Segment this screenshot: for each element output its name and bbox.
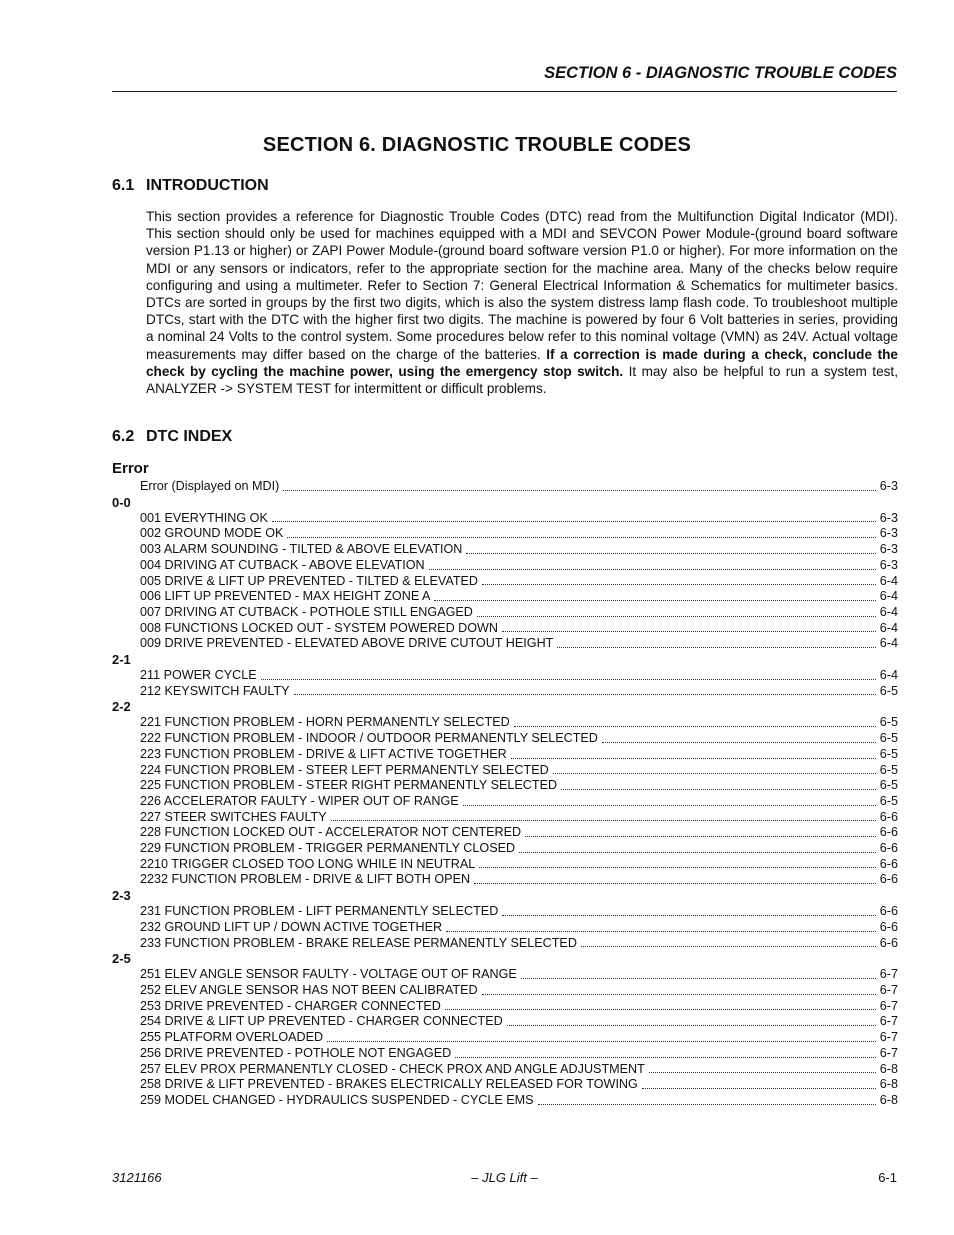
dtc-index-heading-text: DTC INDEX bbox=[146, 428, 233, 445]
dot-leader bbox=[283, 490, 876, 491]
dtc-entry-title: Error (Displayed on MDI) bbox=[140, 479, 280, 493]
dot-leader bbox=[511, 758, 876, 759]
dtc-entry-page: 6-3 bbox=[879, 526, 898, 541]
dtc-index-entry[interactable] bbox=[140, 684, 898, 700]
dtc-entry-title: 259 MODEL CHANGED - HYDRAULICS SUSPENDED - CYCLE EMS bbox=[140, 1092, 534, 1107]
dot-leader bbox=[519, 852, 876, 853]
dtc-entry-page: 6-3 bbox=[879, 542, 898, 557]
dtc-entry-title: 226 ACCELERATOR FAULTY - WIPER OUT OF RANGE bbox=[140, 793, 459, 808]
intro-heading-number: 6.1 bbox=[112, 177, 135, 194]
intro-text-1: This section provides a reference for Diagnostic Trouble Codes (DTC) read from the Multifunction Digital Indicator (MDI). This section should only be used for machines equipped with a MDI and SEVCON Power Module-(ground board software version P1.13 or higher) or ZAPI Power Module-(ground board software version P1.0 or higher). For more information on the MDI or any sensors or indicators, refer to the appropriate section for the machine area. Many of the checks below require configuring and using a multimeter. Refer to Section 7: General Electrical Information & Schematics for multimeter basics. DTCs are sorted in groups by the first two digits, which is also the system distress lamp flash code. To troubleshoot multiple DTCs, start with the DTC with the higher first two digits. The machine is powered by four 6 Volt batteries in series, providing a nominal 24 Volts to the control system. Some procedures below refer to this nominal voltage (VMN) as 24V. Actual voltage measurements may differ based on the charge of the batteries. bbox=[146, 209, 898, 362]
dtc-entry-title: 211 POWER CYCLE bbox=[140, 668, 257, 683]
dtc-entry-page: 6-4 bbox=[879, 620, 898, 635]
dtc-entry-page: 6-6 bbox=[879, 809, 898, 824]
dtc-entry-page: 6-7 bbox=[879, 967, 898, 982]
dtc-entry-title: 258 DRIVE & LIFT PREVENTED - BRAKES ELECTRICALLY RELEASED FOR TOWING bbox=[140, 1077, 638, 1092]
dot-leader bbox=[514, 726, 876, 727]
dtc-index-entry[interactable] bbox=[140, 747, 898, 763]
dtc-entry-title: 231 FUNCTION PROBLEM - LIFT PERMANENTLY SELECTED bbox=[140, 904, 499, 919]
dtc-entry-title: 009 DRIVE PREVENTED - ELEVATED ABOVE DRIVE CUTOUT HEIGHT bbox=[140, 636, 554, 651]
dot-leader bbox=[642, 1088, 876, 1089]
dtc-index-entry[interactable] bbox=[140, 621, 898, 637]
dot-leader bbox=[482, 584, 876, 585]
dtc-index-entry[interactable] bbox=[140, 810, 898, 826]
dtc-entry-page: 6-7 bbox=[879, 1014, 898, 1029]
dot-leader bbox=[445, 1009, 876, 1010]
dtc-index-entry[interactable] bbox=[140, 1014, 898, 1030]
dtc-entry-page: 6-4 bbox=[879, 589, 898, 604]
dot-leader bbox=[561, 789, 876, 790]
dtc-entry-title: 224 FUNCTION PROBLEM - STEER LEFT PERMANENTLY SELECTED bbox=[140, 762, 549, 777]
dot-leader bbox=[502, 915, 875, 916]
dot-leader bbox=[331, 820, 876, 821]
dtc-index-entry[interactable] bbox=[140, 841, 898, 857]
dtc-entry-page: 6-6 bbox=[879, 856, 898, 871]
dtc-entry-title: 229 FUNCTION PROBLEM - TRIGGER PERMANENTLY CLOSED bbox=[140, 841, 516, 856]
dot-leader bbox=[581, 946, 876, 947]
running-head: SECTION 6 - DIAGNOSTIC TROUBLE CODES bbox=[544, 64, 897, 82]
dtc-entry-page: 6-5 bbox=[879, 683, 898, 698]
dtc-group-title: 2-1 bbox=[112, 652, 131, 668]
intro-paragraph bbox=[146, 208, 898, 397]
dtc-entry-page: 6-6 bbox=[879, 904, 898, 919]
dot-leader bbox=[327, 1041, 876, 1042]
dot-leader bbox=[434, 600, 875, 601]
dtc-index-entry[interactable] bbox=[140, 1077, 898, 1093]
dtc-index-entry[interactable] bbox=[140, 763, 898, 779]
dtc-entry-page: 6-7 bbox=[879, 998, 898, 1013]
dtc-index-entry[interactable] bbox=[140, 668, 898, 684]
dtc-index-entry[interactable] bbox=[140, 605, 898, 621]
dtc-index-list bbox=[112, 459, 898, 1109]
dtc-index-entry[interactable] bbox=[140, 872, 898, 888]
dot-leader bbox=[272, 521, 876, 522]
dtc-entry-page: 6-5 bbox=[879, 731, 898, 746]
dot-leader bbox=[446, 931, 876, 932]
dtc-entry-page: 6-7 bbox=[879, 1045, 898, 1060]
dot-leader bbox=[463, 805, 876, 806]
dtc-entry-title: 2210 TRIGGER CLOSED TOO LONG WHILE IN NEUTRAL bbox=[140, 856, 476, 871]
dtc-index-entry[interactable] bbox=[140, 715, 898, 731]
dtc-entry-title: 254 DRIVE & LIFT UP PREVENTED - CHARGER CONNECTED bbox=[140, 1014, 503, 1029]
dtc-group-title: Error bbox=[112, 460, 149, 477]
dtc-entry-title: 006 LIFT UP PREVENTED - MAX HEIGHT ZONE A bbox=[140, 589, 431, 604]
dtc-index-entry[interactable] bbox=[140, 1046, 898, 1062]
intro-text-bold: If a correction is made during a check, conclude the check by cycling the machine power, using the emergency stop switch. bbox=[146, 346, 898, 379]
dtc-entry-title: 225 FUNCTION PROBLEM - STEER RIGHT PERMANENTLY SELECTED bbox=[140, 778, 558, 793]
dtc-entry-title: 252 ELEV ANGLE SENSOR HAS NOT BEEN CALIBRATED bbox=[140, 982, 478, 997]
dtc-entry-page: 6-6 bbox=[879, 841, 898, 856]
dot-leader bbox=[521, 978, 876, 979]
dtc-entry-title: 251 ELEV ANGLE SENSOR FAULTY - VOLTAGE OUT OF RANGE bbox=[140, 967, 517, 982]
dtc-index-entry[interactable] bbox=[140, 1093, 898, 1109]
dtc-entry-title: 227 STEER SWITCHES FAULTY bbox=[140, 809, 327, 824]
dtc-entry-page: 6-5 bbox=[879, 778, 898, 793]
dtc-entry-page: 6-6 bbox=[879, 825, 898, 840]
dtc-index-entry[interactable] bbox=[140, 542, 898, 558]
dtc-entry-title: 005 DRIVE & LIFT UP PREVENTED - TILTED & ELEVATED bbox=[140, 573, 479, 588]
dtc-entry-page: 6-4 bbox=[879, 668, 898, 683]
dot-leader bbox=[602, 742, 876, 743]
dtc-entry-page: 6-5 bbox=[879, 746, 898, 761]
dtc-index-entry[interactable] bbox=[140, 825, 898, 841]
dot-leader bbox=[477, 616, 876, 617]
dtc-entry-page: 6-3 bbox=[879, 479, 898, 493]
dtc-entry-title: 007 DRIVING AT CUTBACK - POTHOLE STILL ENGAGED bbox=[140, 604, 473, 619]
dot-leader bbox=[482, 994, 876, 995]
dtc-index-entry[interactable] bbox=[140, 936, 898, 952]
dtc-entry-title: 253 DRIVE PREVENTED - CHARGER CONNECTED bbox=[140, 998, 441, 1013]
dtc-entry-title: 223 FUNCTION PROBLEM - DRIVE & LIFT ACTIVE TOGETHER bbox=[140, 746, 507, 761]
dot-leader bbox=[455, 1057, 876, 1058]
dtc-index-entry[interactable] bbox=[140, 511, 898, 527]
dot-leader bbox=[553, 773, 876, 774]
dtc-entry-page: 6-7 bbox=[879, 1030, 898, 1045]
dot-leader bbox=[287, 537, 875, 538]
dtc-entry-title: 2232 FUNCTION PROBLEM - DRIVE & LIFT BOTH OPEN bbox=[140, 872, 471, 887]
dtc-entry-title: 002 GROUND MODE OK bbox=[140, 526, 284, 541]
dot-leader bbox=[429, 569, 876, 570]
dtc-index-entry[interactable] bbox=[140, 1062, 898, 1078]
dtc-group-title: 2-2 bbox=[112, 699, 131, 715]
dot-leader bbox=[538, 1104, 876, 1105]
dtc-entry-title: 001 EVERYTHING OK bbox=[140, 510, 268, 525]
dtc-index-entry[interactable] bbox=[140, 778, 898, 794]
dtc-index-entry[interactable] bbox=[140, 904, 898, 920]
dot-leader bbox=[507, 1025, 876, 1026]
dtc-entry-title: 256 DRIVE PREVENTED - POTHOLE NOT ENGAGED bbox=[140, 1045, 452, 1060]
dtc-entry-page: 6-8 bbox=[879, 1077, 898, 1092]
dtc-entry-title: 233 FUNCTION PROBLEM - BRAKE RELEASE PERMANENTLY SELECTED bbox=[140, 935, 577, 950]
dtc-entry-page: 6-6 bbox=[879, 919, 898, 934]
dtc-index-entry[interactable] bbox=[140, 857, 898, 873]
dot-leader bbox=[479, 867, 876, 868]
dtc-index-entry[interactable] bbox=[140, 731, 898, 747]
dtc-entry-title: 212 KEYSWITCH FAULTY bbox=[140, 683, 290, 698]
dtc-entry-title: 222 FUNCTION PROBLEM - INDOOR / OUTDOOR PERMANENTLY SELECTED bbox=[140, 731, 598, 746]
dtc-entry-page: 6-8 bbox=[879, 1061, 898, 1076]
intro-heading-text: INTRODUCTION bbox=[146, 177, 269, 194]
dot-leader bbox=[261, 679, 876, 680]
dot-leader bbox=[474, 883, 876, 884]
dtc-entry-page: 6-5 bbox=[879, 715, 898, 730]
section-title: SECTION 6. DIAGNOSTIC TROUBLE CODES bbox=[262, 134, 692, 156]
dtc-entry-title: 008 FUNCTIONS LOCKED OUT - SYSTEM POWERED DOWN bbox=[140, 620, 499, 635]
dtc-entry-page: 6-3 bbox=[879, 510, 898, 525]
dtc-entry-page: 6-8 bbox=[879, 1092, 898, 1107]
dtc-entry-page: 6-3 bbox=[879, 557, 898, 572]
dtc-index-entry[interactable] bbox=[140, 558, 898, 574]
dot-leader bbox=[294, 694, 876, 695]
dtc-group-title: 2-5 bbox=[112, 951, 131, 967]
dtc-index-heading bbox=[112, 428, 232, 446]
dtc-index-entry[interactable] bbox=[140, 983, 898, 999]
dtc-entry-page: 6-5 bbox=[879, 793, 898, 808]
dtc-entry-page: 6-4 bbox=[879, 604, 898, 619]
dot-leader bbox=[525, 836, 876, 837]
page-number: 6-1 bbox=[878, 1170, 897, 1185]
dot-leader bbox=[557, 647, 875, 648]
dtc-entry-title: 255 PLATFORM OVERLOADED bbox=[140, 1030, 324, 1045]
dtc-index-entry[interactable] bbox=[140, 920, 898, 936]
dtc-entry-page: 6-4 bbox=[879, 573, 898, 588]
dtc-entry-title: 221 FUNCTION PROBLEM - HORN PERMANENTLY SELECTED bbox=[140, 715, 510, 730]
dtc-entry-page: 6-6 bbox=[879, 935, 898, 950]
dtc-entry-page: 6-7 bbox=[879, 982, 898, 997]
dtc-entry-title: 232 GROUND LIFT UP / DOWN ACTIVE TOGETHER bbox=[140, 919, 443, 934]
dtc-index-entry[interactable] bbox=[140, 967, 898, 983]
dtc-group-title: 0-0 bbox=[112, 494, 131, 510]
dtc-entry-page: 6-5 bbox=[879, 762, 898, 777]
dtc-group-title: 2-3 bbox=[112, 888, 131, 904]
dtc-index-heading-number: 6.2 bbox=[112, 428, 135, 445]
dtc-index-entry[interactable] bbox=[140, 999, 898, 1015]
dtc-entry-title: 257 ELEV PROX PERMANENTLY CLOSED - CHECK PROX AND ANGLE ADJUSTMENT bbox=[140, 1061, 645, 1076]
page-footer bbox=[112, 1170, 897, 1188]
dtc-index-entry[interactable] bbox=[140, 526, 898, 542]
dtc-entry-page: 6-6 bbox=[879, 872, 898, 887]
dtc-index-entry[interactable] bbox=[140, 794, 898, 810]
dtc-index-entry[interactable] bbox=[140, 574, 898, 590]
header-divider bbox=[112, 91, 897, 92]
dtc-index-entry[interactable] bbox=[140, 1030, 898, 1046]
publisher: – JLG Lift – bbox=[471, 1170, 538, 1185]
dtc-index-entry[interactable] bbox=[140, 589, 898, 605]
dot-leader bbox=[466, 553, 875, 554]
dtc-index-entry[interactable] bbox=[140, 636, 898, 652]
dot-leader bbox=[502, 631, 876, 632]
dtc-entry-title: 003 ALARM SOUNDING - TILTED & ABOVE ELEVATION bbox=[140, 542, 463, 557]
dtc-entry-page: 6-4 bbox=[879, 636, 898, 651]
intro-heading bbox=[112, 177, 269, 195]
dtc-entry-title: 004 DRIVING AT CUTBACK - ABOVE ELEVATION bbox=[140, 557, 425, 572]
dtc-entry-title: 228 FUNCTION LOCKED OUT - ACCELERATOR NOT CENTERED bbox=[140, 825, 522, 840]
intro-text-2: It may also be helpful to run a system test, ANALYZER -> SYSTEM TEST for intermittent or difficult problems. bbox=[146, 363, 898, 397]
doc-number: 3121166 bbox=[112, 1170, 162, 1185]
dtc-index-entry[interactable] bbox=[140, 479, 898, 495]
dot-leader bbox=[649, 1072, 876, 1073]
